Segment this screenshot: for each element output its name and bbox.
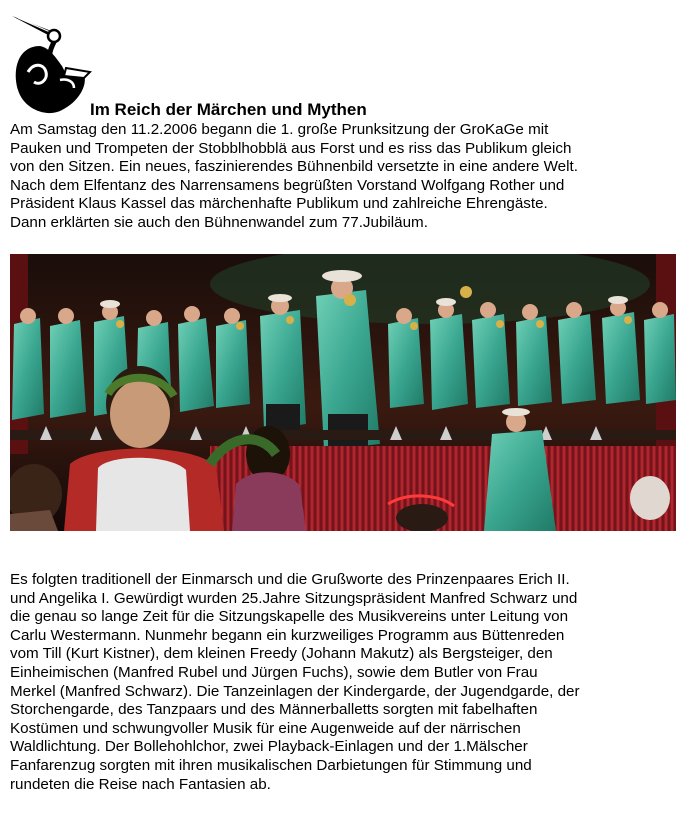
paragraph-line: Es folgten traditionell der Einmarsch und die Grußworte des Prinzenpaares Erich II. [10,571,570,588]
paragraph-line: und Angelika I. Gewürdigt wurden 25.Jahre Sitzungspräsident Manfred Schwarz und [10,589,578,607]
intro-paragraph [10,121,678,233]
paragraph-line: Storchengarde, des Tanzpaars und des Männerballetts sorgten mit fabelhaften [10,701,538,719]
paragraph-line: Einheimischen (Manfred Rubel und Jürgen Fuchs), sowie dem Butler von Frau [10,663,538,681]
paragraph-line: von den Sitzen. Ein neues, faszinierendes Bühnenbild versetzte in eine andere Welt. [10,158,578,176]
paragraph-line: rundeten die Reise nach Fantasien ab. [10,775,271,793]
page-title: Im Reich der Märchen und Mythen [90,100,367,119]
paragraph-line: die genau so lange Zeit für die Sitzungskapelle des Musikvereins unter Leitung von [10,608,569,626]
program-paragraph [10,571,678,794]
paragraph-line: Merkel (Manfred Schwarz). Die Tanzeinlagen der Kindergarde, der Jugendgarde, der [10,682,580,700]
paragraph-line: Am Samstag den 11.2.2006 begann die 1. große Prunksitzung der GroKaGe mit [10,121,549,138]
paragraph-line: Dann erklärten sie auch den Bühnenwandel zum 77.Jubiläum. [10,213,428,231]
paragraph-line: Präsident Klaus Kassel das märchenhafte Publikum und zahlreiche Ehrengäste. [10,195,548,213]
paragraph-line: Nach dem Elfentanz des Narrensamens begrüßten Vorstand Wolfgang Rother und [10,176,565,194]
paragraph-line: Kostümen und schwungvoller Musik für eine Augenweide auf der närrischen [10,719,521,737]
paragraph-line: Fanfarenzug sorgten mit ihren musikalischen Darbietungen für Stimmung und [10,756,532,774]
paragraph-line: Carlu Westermann. Nunmehr begann ein kurzweiliges Programm aus Büttenreden [10,626,565,644]
paragraph-line: Pauken und Trompeten der Stobblhobblä aus Forst und es riss das Publikum gleich [10,139,572,157]
paragraph-line: Waldlichtung. Der Bollehohlchor, zwei Playback-Einlagen und der 1.Mälscher [10,738,528,756]
paragraph-line: vom Till (Kurt Kistner), dem kleinen Freedy (Johann Makutz) als Bergsteiger, den [10,645,553,663]
stork-logo-icon [10,12,92,118]
band-on-stage-photo [10,254,676,531]
